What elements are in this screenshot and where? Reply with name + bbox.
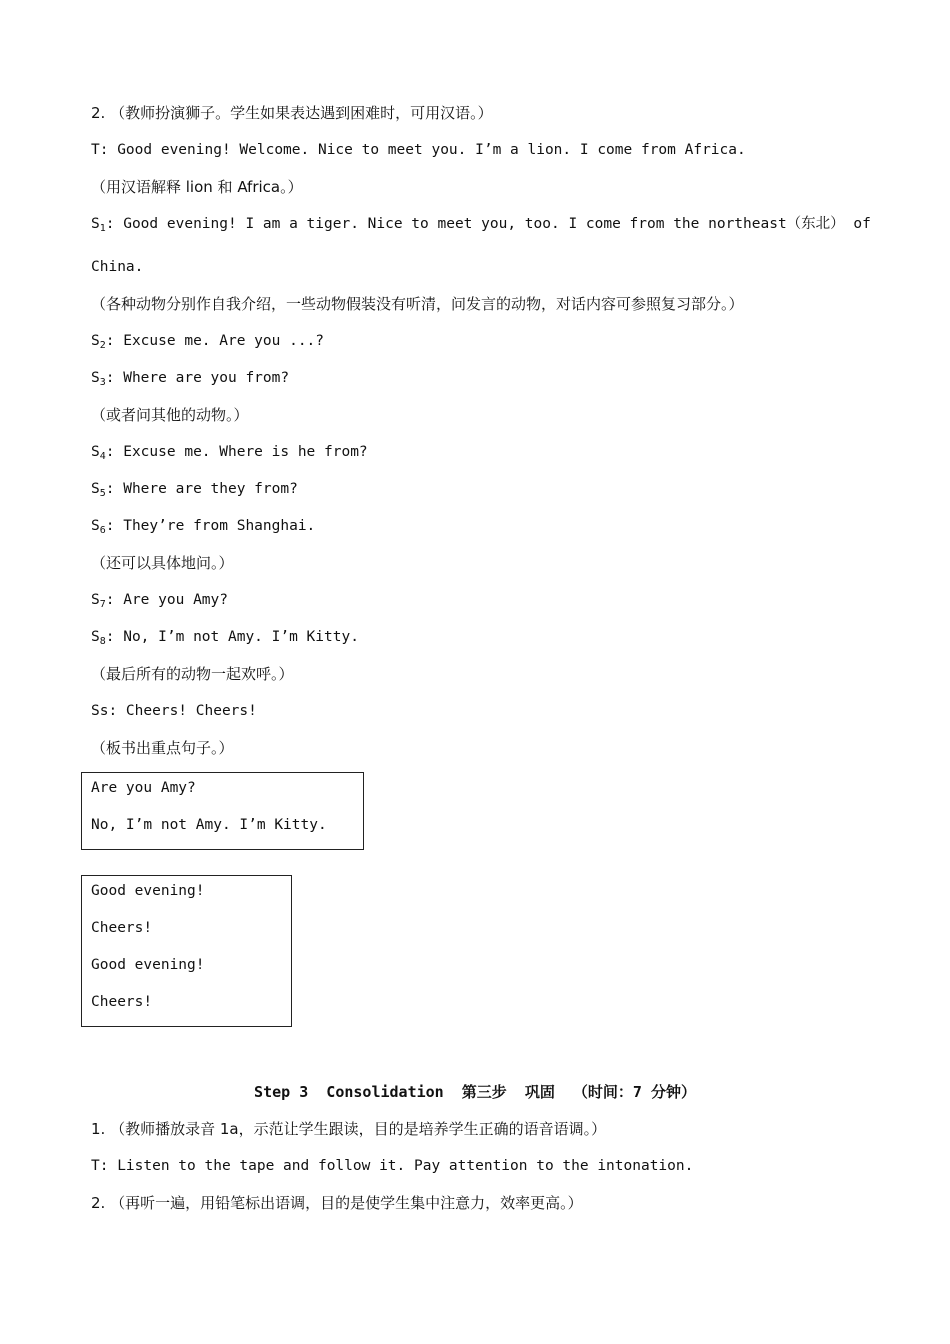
student-1-line (91, 214, 871, 239)
speaker-number: 6 (99, 525, 106, 536)
student-4-line (91, 442, 368, 467)
note-explain-lion: （用汉语解释 lion 和 Africa。） (91, 178, 303, 196)
box-line: Cheers! (91, 994, 153, 1010)
student-7-line (91, 590, 228, 615)
speaker-number: 3 (99, 377, 106, 388)
speaker-text: : Excuse me. Are you ...? (105, 333, 325, 349)
student-1-line-cont: China. (91, 259, 144, 275)
speaker-number: 8 (99, 636, 106, 647)
note-ask-specifically: （还可以具体地问。） (91, 554, 234, 572)
speaker-number: 4 (99, 451, 106, 462)
note-cheer: （最后所有的动物一起欢呼。） (91, 665, 294, 683)
step-3-teacher-line: T: Listen to the tape and follow it. Pay attention to the intonation. (91, 1158, 694, 1174)
speaker-text: : Good evening! I am a tiger. Nice to meet you, too. I come from the northeast（东北） of (105, 216, 871, 232)
box-line: Good evening! (91, 957, 205, 973)
speaker-number: 1 (99, 223, 106, 234)
student-2-line (91, 331, 324, 356)
student-3-line (91, 368, 289, 393)
step-3-item-1: 1. （教师播放录音 1a，示范让学生跟读，目的是培养学生正确的语音语调。） (91, 1120, 607, 1138)
speaker-text: : Excuse me. Where is he from? (105, 444, 368, 460)
speaker-label: S (91, 592, 100, 608)
speaker-text: : Where are you from? (105, 370, 290, 386)
student-6-line (91, 516, 315, 541)
speaker-number: 5 (99, 488, 106, 499)
speaker-label: S (91, 629, 100, 645)
speaker-label: S (91, 370, 100, 386)
note-blackboard: （板书出重点句子。） (91, 739, 234, 757)
speaker-text: : Where are they from? (105, 481, 298, 497)
box-line: Good evening! (91, 883, 205, 899)
speaker-label: S (91, 216, 100, 232)
step-3-item-2: 2. （再听一遍，用铅笔标出语调，目的是使学生集中注意力，效率更高。） (91, 1194, 583, 1212)
step-3-heading: Step 3 Consolidation 第三步 巩固 （时间：7 分钟） (254, 1083, 696, 1101)
blackboard-box-2 (81, 875, 292, 1027)
box-line: Are you Amy? (91, 780, 196, 796)
blackboard-box-1 (81, 772, 364, 850)
item-2-instruction: 2. （教师扮演狮子。学生如果表达遇到困难时，可用汉语。） (91, 104, 493, 122)
speaker-label: S (91, 333, 100, 349)
speaker-label: S (91, 481, 100, 497)
speaker-text: : They’re from Shanghai. (105, 518, 316, 534)
speaker-label: S (91, 518, 100, 534)
box-line: No, I’m not Amy. I’m Kitty. (91, 817, 327, 833)
speaker-number: 2 (99, 340, 106, 351)
teacher-line: T: Good evening! Welcome. Nice to meet you. I’m a lion. I come from Africa. (91, 142, 746, 158)
note-ask-others: （或者问其他的动物。） (91, 406, 249, 424)
box-line: Cheers! (91, 920, 153, 936)
speaker-text: : Are you Amy? (105, 592, 228, 608)
speaker-text: : No, I’m not Amy. I’m Kitty. (105, 629, 359, 645)
student-8-line (91, 627, 359, 652)
speaker-label: S (91, 444, 100, 460)
note-introductions: （各种动物分别作自我介绍，一些动物假装没有听清，问发言的动物，对话内容可参照复习部分。） (91, 295, 744, 313)
student-5-line (91, 479, 298, 504)
speaker-number: 7 (99, 599, 106, 610)
students-cheer-line: Ss: Cheers! Cheers! (91, 703, 257, 719)
